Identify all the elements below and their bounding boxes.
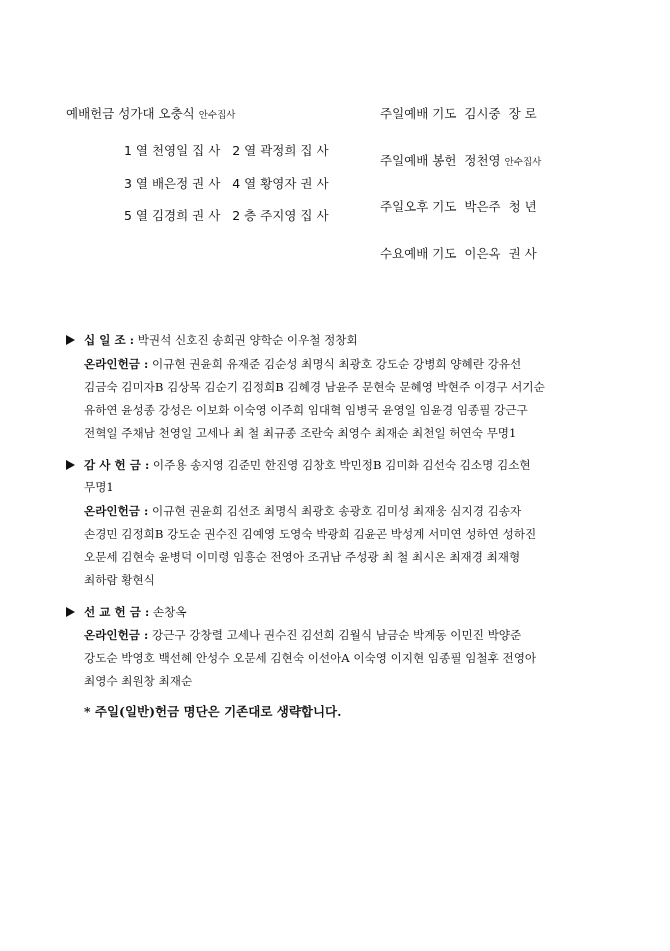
tithe-online: [84, 356, 544, 372]
thanks-heading: [66, 457, 531, 473]
prayer-label: 주일예배 기도: [380, 106, 457, 121]
usher-row: 1 열 천영일 집 사 2 열 곽정희 집 사: [124, 143, 329, 158]
usher-row: 5 열 김경희 권 사 2 층 주지영 집 사: [124, 208, 329, 223]
prayer-title: 청 년: [508, 199, 537, 214]
leader-title: 안수집사: [198, 110, 236, 121]
offering-label: 예배헌금: [66, 106, 115, 121]
footnote: * 주일(일반)헌금 명단은 기존대로 생략합니다.: [84, 704, 342, 719]
triangle-bullet-icon: [66, 460, 75, 470]
online-label: 온라인헌금 :: [84, 357, 149, 371]
online-names: 유하연 윤성종 강성은 이보화 이숙영 이주희 임대혁 임병국 윤영일 임윤경 임종필 강근구: [84, 403, 528, 417]
prayer-label: 주일오후 기도: [380, 199, 457, 214]
prayer-name: 박은주: [464, 199, 501, 214]
online-names: 김금숙 김미자B 김상목 김순기 김정희B 김혜경 남윤주 문현숙 문혜영 박현주 이경구 서기순: [84, 380, 545, 394]
online-names: 이규현 권윤희 유재준 김순성 최명식 최광호 강도순 강병희 양혜란 강유선: [152, 357, 522, 371]
mission-heading: [66, 604, 187, 620]
mission-names: 손창옥: [152, 605, 187, 619]
prayer-title: 안수집사: [504, 157, 542, 168]
prayer-name: 정천영: [464, 153, 501, 168]
thanks-names-cont: 무명1: [84, 480, 114, 494]
online-label: 온라인헌금 :: [84, 504, 149, 518]
online-names: 최영수 최원창 최재순: [84, 674, 193, 688]
prayer-title: 장 로: [508, 106, 537, 121]
online-names: 이규현 권윤희 김선조 최명식 최광호 송광호 김미성 최재웅 심지경 김송자: [152, 504, 522, 518]
prayer-name: 이은옥: [464, 246, 501, 261]
prayer-title: 권 사: [508, 246, 537, 261]
online-names: 최하람 황현식: [84, 573, 155, 587]
offering-leaders: [66, 104, 235, 122]
online-label: 온라인헌금 :: [84, 628, 149, 642]
triangle-bullet-icon: [66, 607, 75, 617]
prayer-row: [380, 244, 537, 262]
prayer-row: [380, 104, 537, 122]
online-names: 손경민 김정희B 강도순 권수진 김예영 도영숙 박광희 김윤곤 박성계 서미연 성하연 성하진: [84, 527, 537, 541]
tithe-label: 십 일 조 :: [84, 333, 134, 347]
mission-label: 선 교 헌 금 :: [84, 605, 150, 619]
tithe-names: 박권석 신호진 송희권 양학순 이우철 정창회: [137, 333, 358, 347]
online-names: 오문세 김현숙 윤병덕 이미령 임흥순 전영아 조귀남 주성광 최 철 최시온 최재경 최재형: [84, 550, 521, 564]
triangle-bullet-icon: [66, 335, 75, 345]
leader-name: 오충식: [158, 106, 195, 121]
prayer-label: 수요예배 기도: [380, 246, 457, 261]
online-names: 강근구 강창렬 고세나 권수진 김선희 김월식 남금순 박계동 이민진 박양준: [152, 628, 522, 642]
prayer-row: [380, 197, 537, 215]
prayer-name: 김시중: [464, 106, 501, 121]
thanks-label: 감 사 헌 금 :: [84, 458, 150, 472]
thanks-online: [84, 503, 544, 519]
prayer-label: 주일예배 봉헌: [380, 153, 457, 168]
online-names: 강도순 박영호 백선혜 안성수 오문세 김현숙 이선아A 이숙영 이지현 임종필 임철후 전영아: [84, 651, 537, 665]
tithe-heading: [66, 332, 358, 348]
mission-online: [84, 627, 544, 643]
online-names: 전혁일 주채남 천영일 고세나 최 철 최규종 조란숙 최영수 최재순 최천일 허연숙 무명1: [84, 426, 517, 440]
prayer-row: [380, 151, 541, 169]
usher-row: 3 열 배은정 권 사 4 열 황영자 권 사: [124, 176, 329, 191]
thanks-names: 이주용 송지영 김준민 한진영 김창호 박민정B 김미화 김선숙 김소명 김소현: [152, 458, 531, 472]
choir-label: 성가대: [118, 106, 155, 121]
